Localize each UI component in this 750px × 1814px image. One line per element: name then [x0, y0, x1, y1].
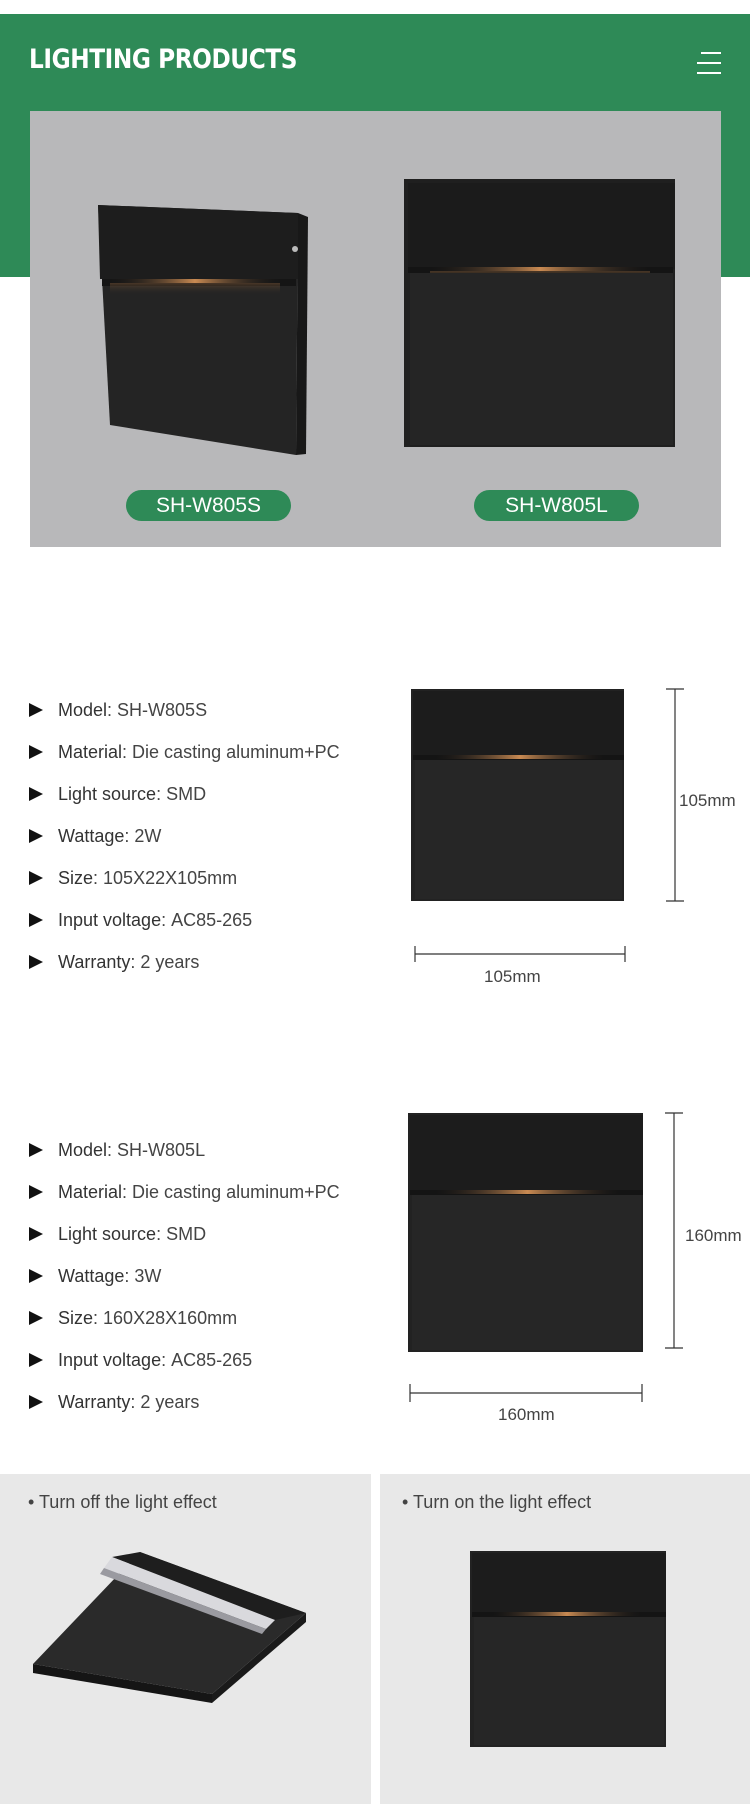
model-pill-large[interactable]: SH-W805L — [474, 490, 639, 521]
lamp-off-perspective-image — [0, 1474, 371, 1804]
width-label: 160mm — [498, 1405, 555, 1424]
spec-row — [29, 941, 340, 983]
spec-colon: : — [93, 1307, 104, 1328]
spec-value: SMD — [166, 783, 207, 804]
light-off-title: • Turn off the light effect — [28, 1492, 217, 1512]
spec-value: Die casting aluminum+PC — [132, 1181, 340, 1202]
spec-key: Wattage — [58, 825, 125, 846]
triangle-bullet-icon — [29, 787, 43, 801]
spec-list-large — [29, 1129, 340, 1423]
triangle-bullet-icon — [29, 1395, 43, 1409]
menu-line — [697, 62, 721, 64]
spec-colon: : — [161, 1349, 172, 1370]
menu-line — [701, 52, 721, 54]
triangle-bullet-icon — [29, 1311, 43, 1325]
lamp-large-front-image — [408, 1113, 643, 1352]
spec-value: Die casting aluminum+PC — [132, 741, 340, 762]
spec-key: Light source — [58, 783, 157, 804]
triangle-bullet-icon — [29, 1143, 43, 1157]
spec-colon: : — [161, 909, 172, 930]
light-on-panel — [380, 1474, 750, 1804]
hamburger-menu-icon[interactable] — [697, 52, 721, 74]
width-label: 105mm — [484, 967, 541, 986]
brand-title[interactable]: LIGHTING PRODUCTS — [29, 44, 298, 75]
spec-row — [29, 857, 340, 899]
spec-value: SH-W805L — [117, 1139, 206, 1160]
spec-key: Warranty — [58, 951, 131, 972]
triangle-bullet-icon — [29, 1353, 43, 1367]
height-label: 160mm — [685, 1226, 742, 1245]
spec-list-small — [29, 689, 340, 983]
triangle-bullet-icon — [29, 1269, 43, 1283]
spec-key: Material — [58, 741, 123, 762]
spec-colon: : — [93, 867, 104, 888]
spec-row — [29, 1339, 340, 1381]
spec-key: Model — [58, 699, 108, 720]
spec-row — [29, 1171, 340, 1213]
spec-value: SMD — [166, 1223, 207, 1244]
spec-value: SH-W805S — [117, 699, 208, 720]
light-on-title: • Turn on the light effect — [402, 1492, 592, 1512]
spec-colon: : — [122, 741, 133, 762]
spec-key: Light source — [58, 1223, 157, 1244]
spec-row — [29, 1255, 340, 1297]
spec-colon: : — [156, 783, 167, 804]
spec-row — [29, 1129, 340, 1171]
spec-value: 2 years — [140, 951, 200, 972]
spec-colon: : — [156, 1223, 167, 1244]
spec-row — [29, 773, 340, 815]
spec-value: 105X22X105mm — [103, 867, 238, 888]
spec-value: AC85-265 — [171, 909, 253, 930]
triangle-bullet-icon — [29, 1185, 43, 1199]
spec-key: Input voltage — [58, 909, 162, 930]
hero-banner — [30, 111, 721, 547]
lamp-on-front-image — [380, 1474, 750, 1804]
spec-key: Size — [58, 1307, 94, 1328]
spec-row — [29, 731, 340, 773]
spec-row — [29, 899, 340, 941]
menu-line — [697, 72, 721, 74]
spec-key: Warranty — [58, 1391, 131, 1412]
triangle-bullet-icon — [29, 913, 43, 927]
spec-row — [29, 1213, 340, 1255]
spec-value: AC85-265 — [171, 1349, 253, 1370]
spec-colon: : — [124, 1265, 135, 1286]
width-dimension-line — [410, 1384, 642, 1402]
spec-value: 160X28X160mm — [103, 1307, 238, 1328]
triangle-bullet-icon — [29, 829, 43, 843]
spec-row — [29, 1297, 340, 1339]
dimension-diagram-small — [400, 680, 720, 970]
lamp-small-image — [98, 205, 308, 455]
height-label: 105mm — [679, 791, 736, 810]
spec-colon: : — [122, 1181, 133, 1202]
spec-value: 2W — [134, 825, 162, 846]
spec-key: Input voltage — [58, 1349, 162, 1370]
triangle-bullet-icon — [29, 955, 43, 969]
spec-key: Wattage — [58, 1265, 125, 1286]
spec-key: Material — [58, 1181, 123, 1202]
hero-product-image — [30, 111, 721, 547]
spec-colon: : — [107, 699, 118, 720]
lamp-small-front-image — [411, 689, 624, 901]
model-pill-small[interactable]: SH-W805S — [126, 490, 291, 521]
spec-row — [29, 815, 340, 857]
spec-value: 3W — [134, 1265, 162, 1286]
spec-colon: : — [130, 1391, 141, 1412]
lamp-large-image — [404, 179, 675, 447]
spec-key: Size — [58, 867, 94, 888]
triangle-bullet-icon — [29, 703, 43, 717]
triangle-bullet-icon — [29, 745, 43, 759]
triangle-bullet-icon — [29, 1227, 43, 1241]
spec-key: Model — [58, 1139, 108, 1160]
spec-colon: : — [130, 951, 141, 972]
spec-colon: : — [124, 825, 135, 846]
width-dimension-line — [415, 946, 625, 962]
spec-row — [29, 689, 340, 731]
spec-row — [29, 1381, 340, 1423]
spec-colon: : — [107, 1139, 118, 1160]
spec-value: 2 years — [140, 1391, 200, 1412]
light-off-panel — [0, 1474, 371, 1804]
height-dimension-line — [665, 1113, 683, 1348]
triangle-bullet-icon — [29, 871, 43, 885]
dimension-diagram-large — [400, 1105, 730, 1410]
